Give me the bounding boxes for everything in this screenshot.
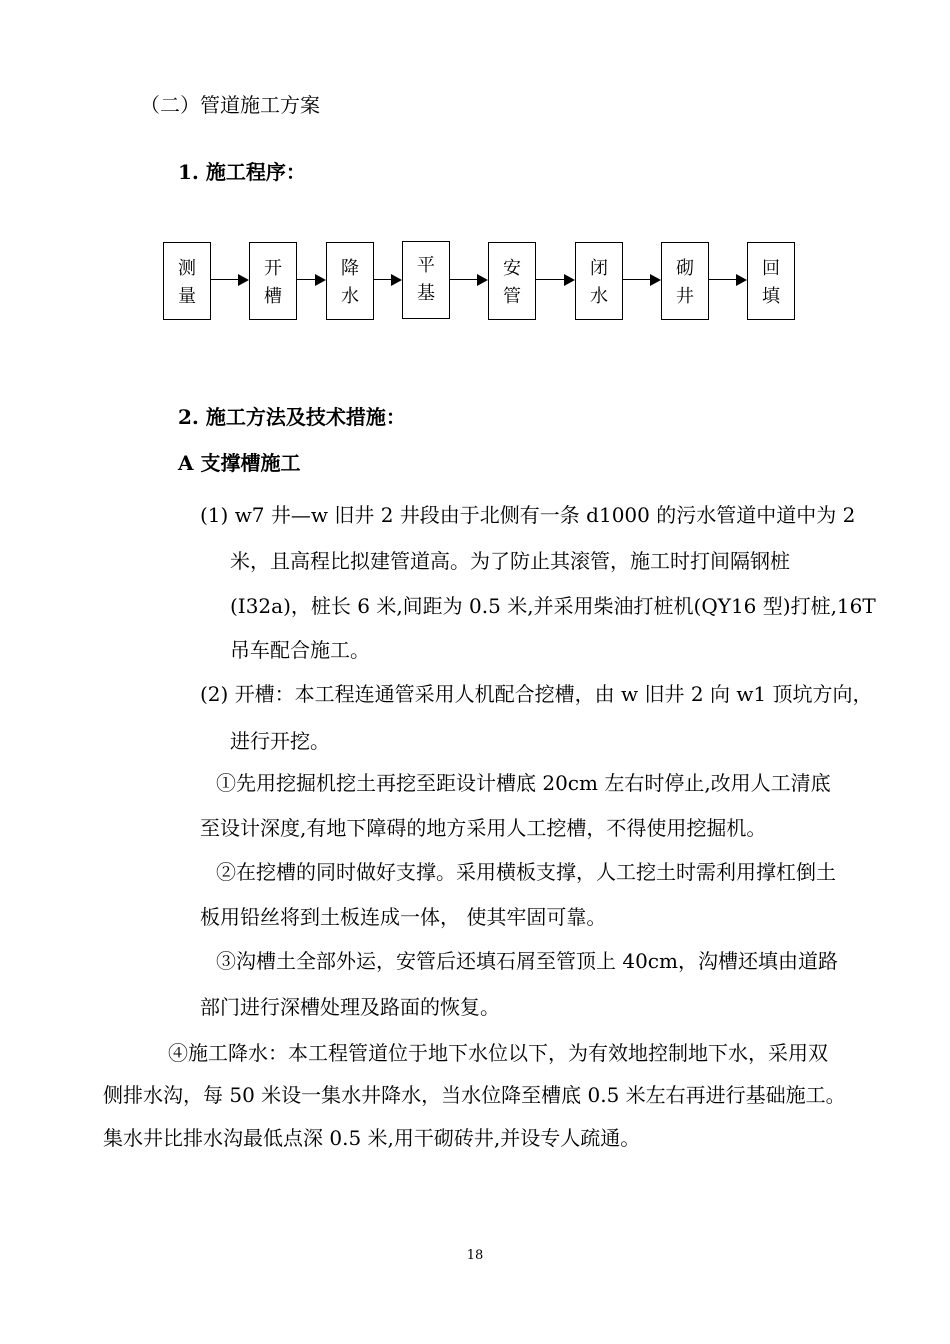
flow-arrow (297, 272, 326, 288)
flow-step-char: 基 (417, 283, 435, 304)
body-line: (2) 开槽：本工程连通管采用人机配合挖槽，由 w 旧井 2 向 w1 顶坑方向， (200, 682, 873, 706)
flow-step-char: 开 (264, 258, 282, 279)
page-number: 18 (466, 1248, 484, 1263)
flow-step-char: 测 (178, 258, 196, 279)
section-title: （二）管道施工方案 (140, 93, 320, 117)
flow-step-char: 砌 (676, 258, 694, 279)
flow-step-dewatering (326, 242, 374, 320)
flow-step-char: 井 (676, 286, 694, 307)
flow-step-char: 水 (590, 286, 608, 307)
flow-arrow (450, 272, 488, 288)
flow-arrow (536, 272, 575, 288)
flow-step-char: 回 (762, 258, 780, 279)
flow-arrow (374, 272, 402, 288)
construction-flowchart (0, 0, 950, 400)
flow-arrow (623, 272, 661, 288)
heading-methods-measures: 2. 施工方法及技术措施： (178, 405, 406, 429)
body-line: ④施工降水：本工程管道位于地下水位以下，为有效地控制地下水，采用双 (168, 1041, 828, 1065)
body-line: 米，且高程比拟建管道高。为了防止其滚管，施工时打间隔钢桩 (230, 549, 790, 573)
body-line: ②在挖槽的同时做好支撑。采用横板支撑，人工挖土时需利用撑杠倒土 (216, 860, 836, 884)
flow-step-char: 填 (762, 286, 780, 307)
body-line: 板用铅丝将到土板连成一体， 使其牢固可靠。 (200, 905, 607, 929)
flow-step-trenching (249, 242, 297, 320)
flow-step-backfill (747, 242, 795, 320)
flow-step-char: 槽 (264, 286, 282, 307)
flow-step-closed-water-test (575, 242, 623, 320)
flow-step-flat-base (402, 241, 450, 319)
flow-step-char: 管 (503, 286, 521, 307)
flow-step-char: 降 (341, 258, 359, 279)
flow-arrow (709, 272, 747, 288)
heading-support-trench: A 支撑槽施工 (178, 451, 301, 475)
body-line: 部门进行深槽处理及路面的恢复。 (200, 995, 500, 1019)
flow-step-char: 水 (341, 286, 359, 307)
body-line: 吊车配合施工。 (230, 638, 370, 662)
flow-step-char: 安 (503, 258, 521, 279)
flow-step-pipe-laying (488, 242, 536, 320)
body-line: 侧排水沟，每 50 米设一集水井降水，当水位降至槽底 0.5 米左右再进行基础施工。 (103, 1083, 846, 1107)
body-line: 至设计深度,有地下障碍的地方采用人工挖槽，不得使用挖掘机。 (200, 816, 767, 840)
flow-step-char: 量 (178, 286, 196, 307)
flow-arrow (211, 272, 249, 288)
flow-step-survey (163, 242, 211, 320)
heading-construction-procedure: 1. 施工程序： (178, 160, 306, 184)
body-line: (I32a)，桩长 6 米,间距为 0.5 米,并采用柴油打桩机(QY16 型)打桩,16T (230, 594, 876, 618)
body-line: ①先用挖掘机挖土再挖至距设计槽底 20cm 左右时停止,改用人工清底 (216, 771, 831, 795)
flow-step-char: 平 (417, 255, 435, 276)
body-line: 集水井比排水沟最低点深 0.5 米,用干砌砖井,并设专人疏通。 (103, 1126, 641, 1150)
flow-step-well-masonry (661, 242, 709, 320)
flow-step-char: 闭 (590, 258, 608, 279)
body-line: 进行开挖。 (230, 729, 330, 753)
body-line: (1) w7 井—w 旧井 2 井段由于北侧有一条 d1000 的污水管道中道中为 2 (200, 503, 856, 527)
body-line: ③沟槽土全部外运，安管后还填石屑至管顶上 40cm，沟槽还填由道路 (216, 949, 838, 973)
